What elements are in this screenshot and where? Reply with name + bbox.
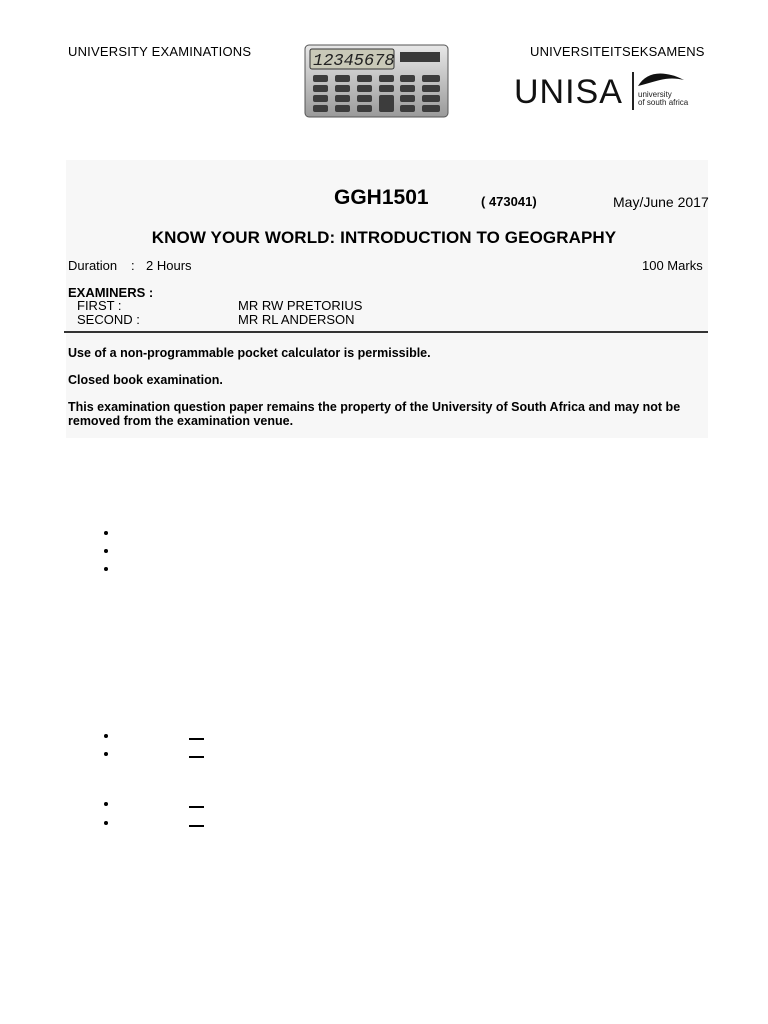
- exam-title-text: KNOW YOUR WORLD: INTRODUCTION TO GEOGRAPHY: [151, 228, 617, 247]
- calculator-display: 12345678: [313, 52, 395, 71]
- bullet-marker: [103, 530, 109, 536]
- logo-subtitle-line1: university: [638, 90, 672, 99]
- bullet-marker: [103, 548, 109, 554]
- total-marks: 100 Marks: [642, 258, 703, 273]
- first-examiner-name: MR RW PRETORIUS: [238, 298, 363, 313]
- closed-book-instruction: Closed book examination.: [68, 373, 223, 387]
- property-instruction: This examination question paper remains the property of the University of South Africa and may not be removed from the examination venue.: [68, 400, 681, 428]
- logo-divider: [632, 72, 634, 110]
- underline-dash: [189, 806, 204, 808]
- exam-title: [0, 228, 768, 248]
- module-code: GGH1501: [334, 186, 429, 209]
- bird-icon: [636, 70, 686, 88]
- calculator-icon: [304, 44, 449, 118]
- header-divider: [64, 331, 708, 333]
- second-examiner-label: SECOND :: [77, 312, 140, 327]
- duration-value: 2 Hours: [146, 258, 192, 273]
- bullet-marker: [103, 801, 109, 807]
- calculator-instruction: Use of a non-programmable pocket calculator is permissible.: [68, 346, 431, 360]
- underline-dash: [189, 738, 204, 740]
- underline-dash: [189, 756, 204, 758]
- logo-subtitle-line2: of south africa: [638, 98, 689, 107]
- header-left-title: UNIVERSITY EXAMINATIONS: [68, 44, 252, 59]
- logo-wordmark: UNISA: [514, 73, 623, 111]
- bullet-marker: [103, 733, 109, 739]
- paper-number: ( 473041): [481, 194, 537, 209]
- examiners-heading: EXAMINERS :: [68, 285, 154, 300]
- exam-session: May/June 2017: [613, 194, 709, 210]
- first-examiner-label: FIRST :: [77, 298, 122, 313]
- underline-dash: [189, 825, 204, 827]
- duration-separator: :: [131, 258, 135, 273]
- unisa-logo: [514, 70, 704, 112]
- header-right-title: UNIVERSITEITSEKSAMENS: [530, 44, 705, 59]
- duration-label: Duration: [68, 258, 118, 273]
- bullet-marker: [103, 566, 109, 572]
- bullet-marker: [103, 820, 109, 826]
- bullet-marker: [103, 751, 109, 757]
- second-examiner-name: MR RL ANDERSON: [238, 312, 355, 327]
